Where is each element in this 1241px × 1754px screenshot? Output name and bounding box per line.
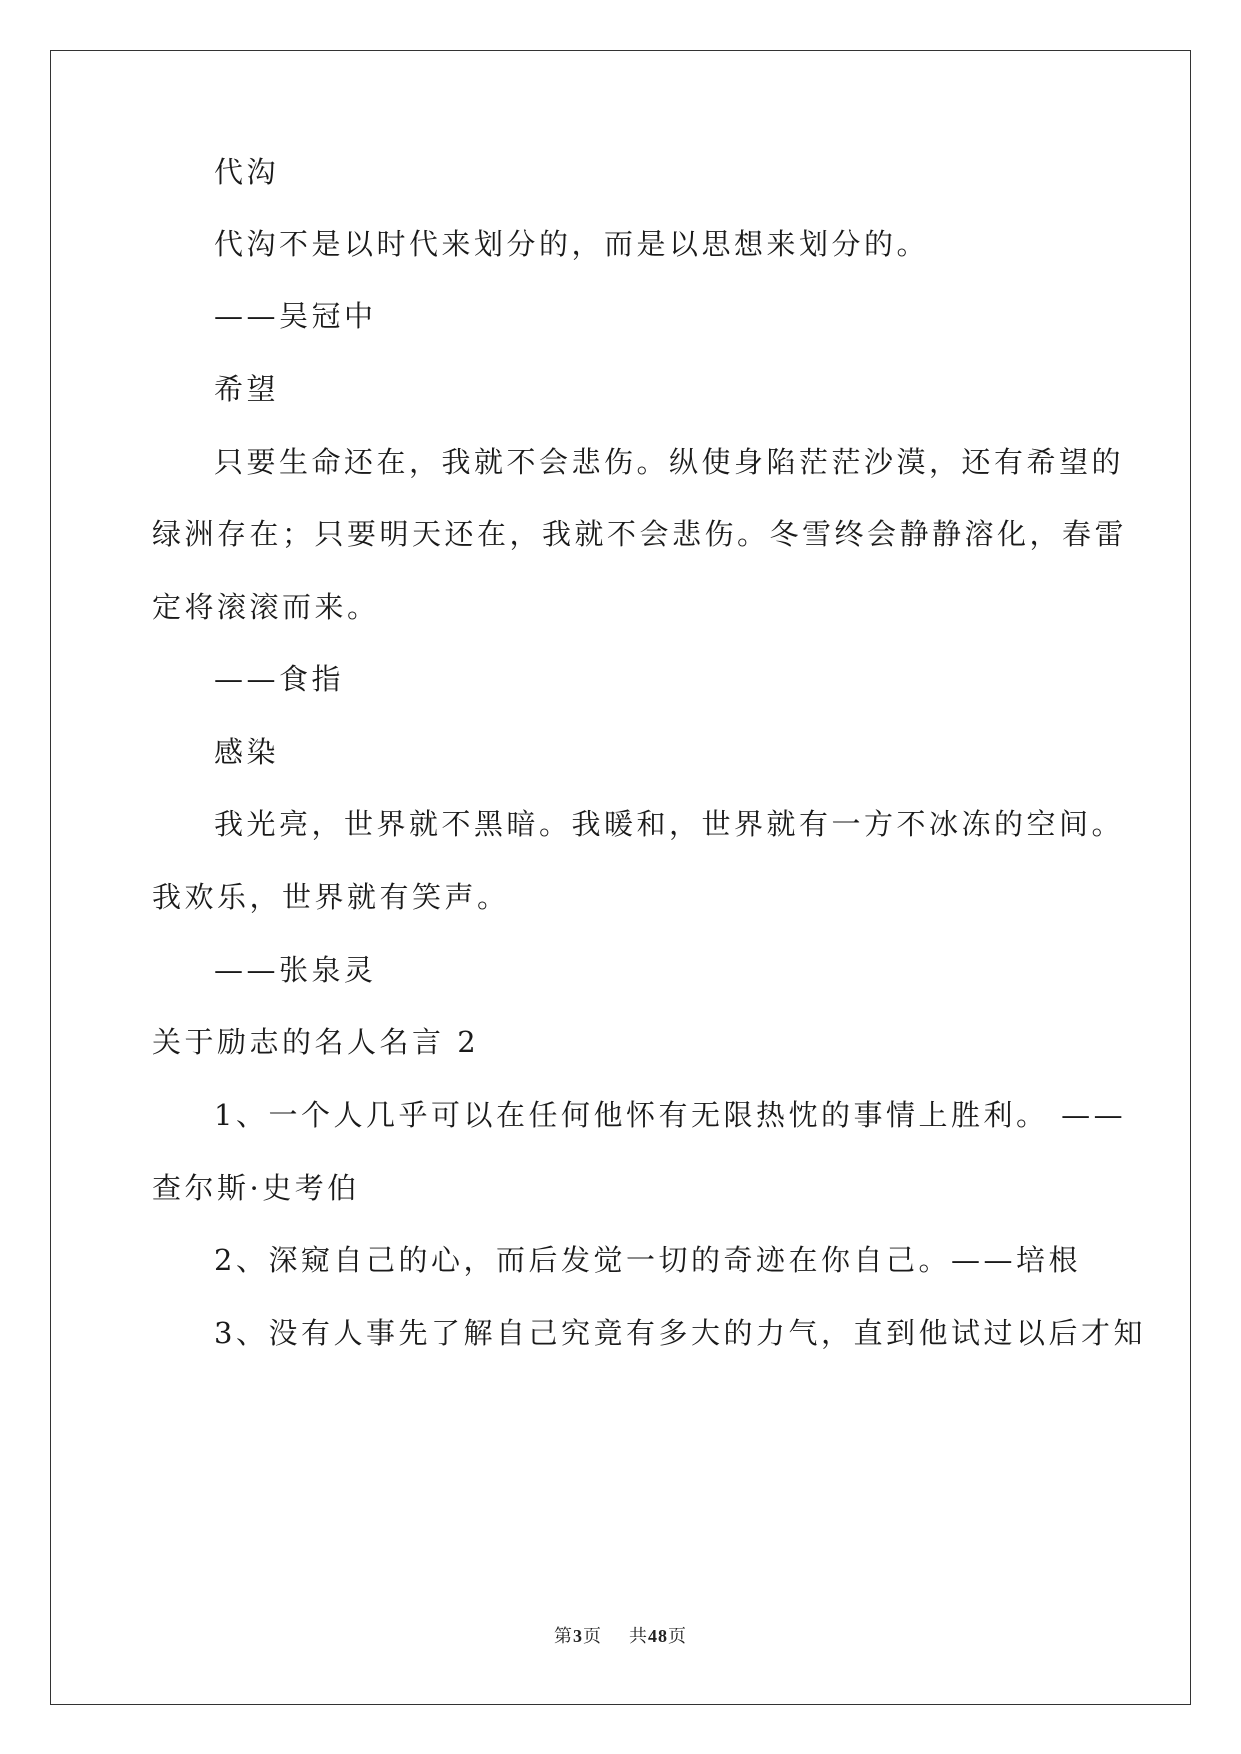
paragraph-line: 只要生命还在，我就不会悲伤。纵使身陷茫茫沙漠，还有希望的: [214, 445, 1125, 479]
attribution: ——吴冠中: [214, 299, 377, 333]
attribution: ——食指: [214, 662, 345, 696]
page-prefix: 第: [554, 1626, 574, 1647]
page-current: 3: [573, 1626, 584, 1646]
heading-xiwang: 希望: [214, 372, 280, 406]
attribution: ——张泉灵: [214, 953, 377, 987]
paragraph-line: 我欢乐，世界就有笑声。: [152, 880, 510, 914]
paragraph-line: 绿洲存在；只要明天还在，我就不会悲伤。冬雪终会静静溶化，春雷: [152, 517, 1128, 551]
heading-daigou: 代沟: [214, 155, 280, 189]
section-heading: 关于励志的名人名言 2: [152, 1025, 480, 1059]
page-unit: 页: [583, 1626, 603, 1647]
page-footer: [0, 1622, 1241, 1648]
heading-ganran: 感染: [214, 735, 280, 769]
quote-item: 1、一个人几乎可以在任何他怀有无限热忱的事情上胜利。 ——: [214, 1098, 1127, 1132]
paragraph-line: 我光亮，世界就不黑暗。我暖和，世界就有一方不冰冻的空间。: [214, 807, 1125, 841]
quote-item-continuation: 查尔斯·史考伯: [152, 1171, 360, 1205]
total-unit: 页: [667, 1626, 687, 1647]
quote-item: 3、没有人事先了解自己究竟有多大的力气，直到他试过以后才知: [214, 1316, 1146, 1350]
page-total: 48: [647, 1626, 668, 1646]
quote-item: 2、深窥自己的心，而后发觉一切的奇迹在你自己。——培根: [214, 1243, 1081, 1277]
paragraph-line: 代沟不是以时代来划分的，而是以思想来划分的。: [214, 227, 930, 261]
paragraph-line: 定将滚滚而来。: [152, 590, 380, 624]
total-prefix: 共: [628, 1626, 648, 1647]
